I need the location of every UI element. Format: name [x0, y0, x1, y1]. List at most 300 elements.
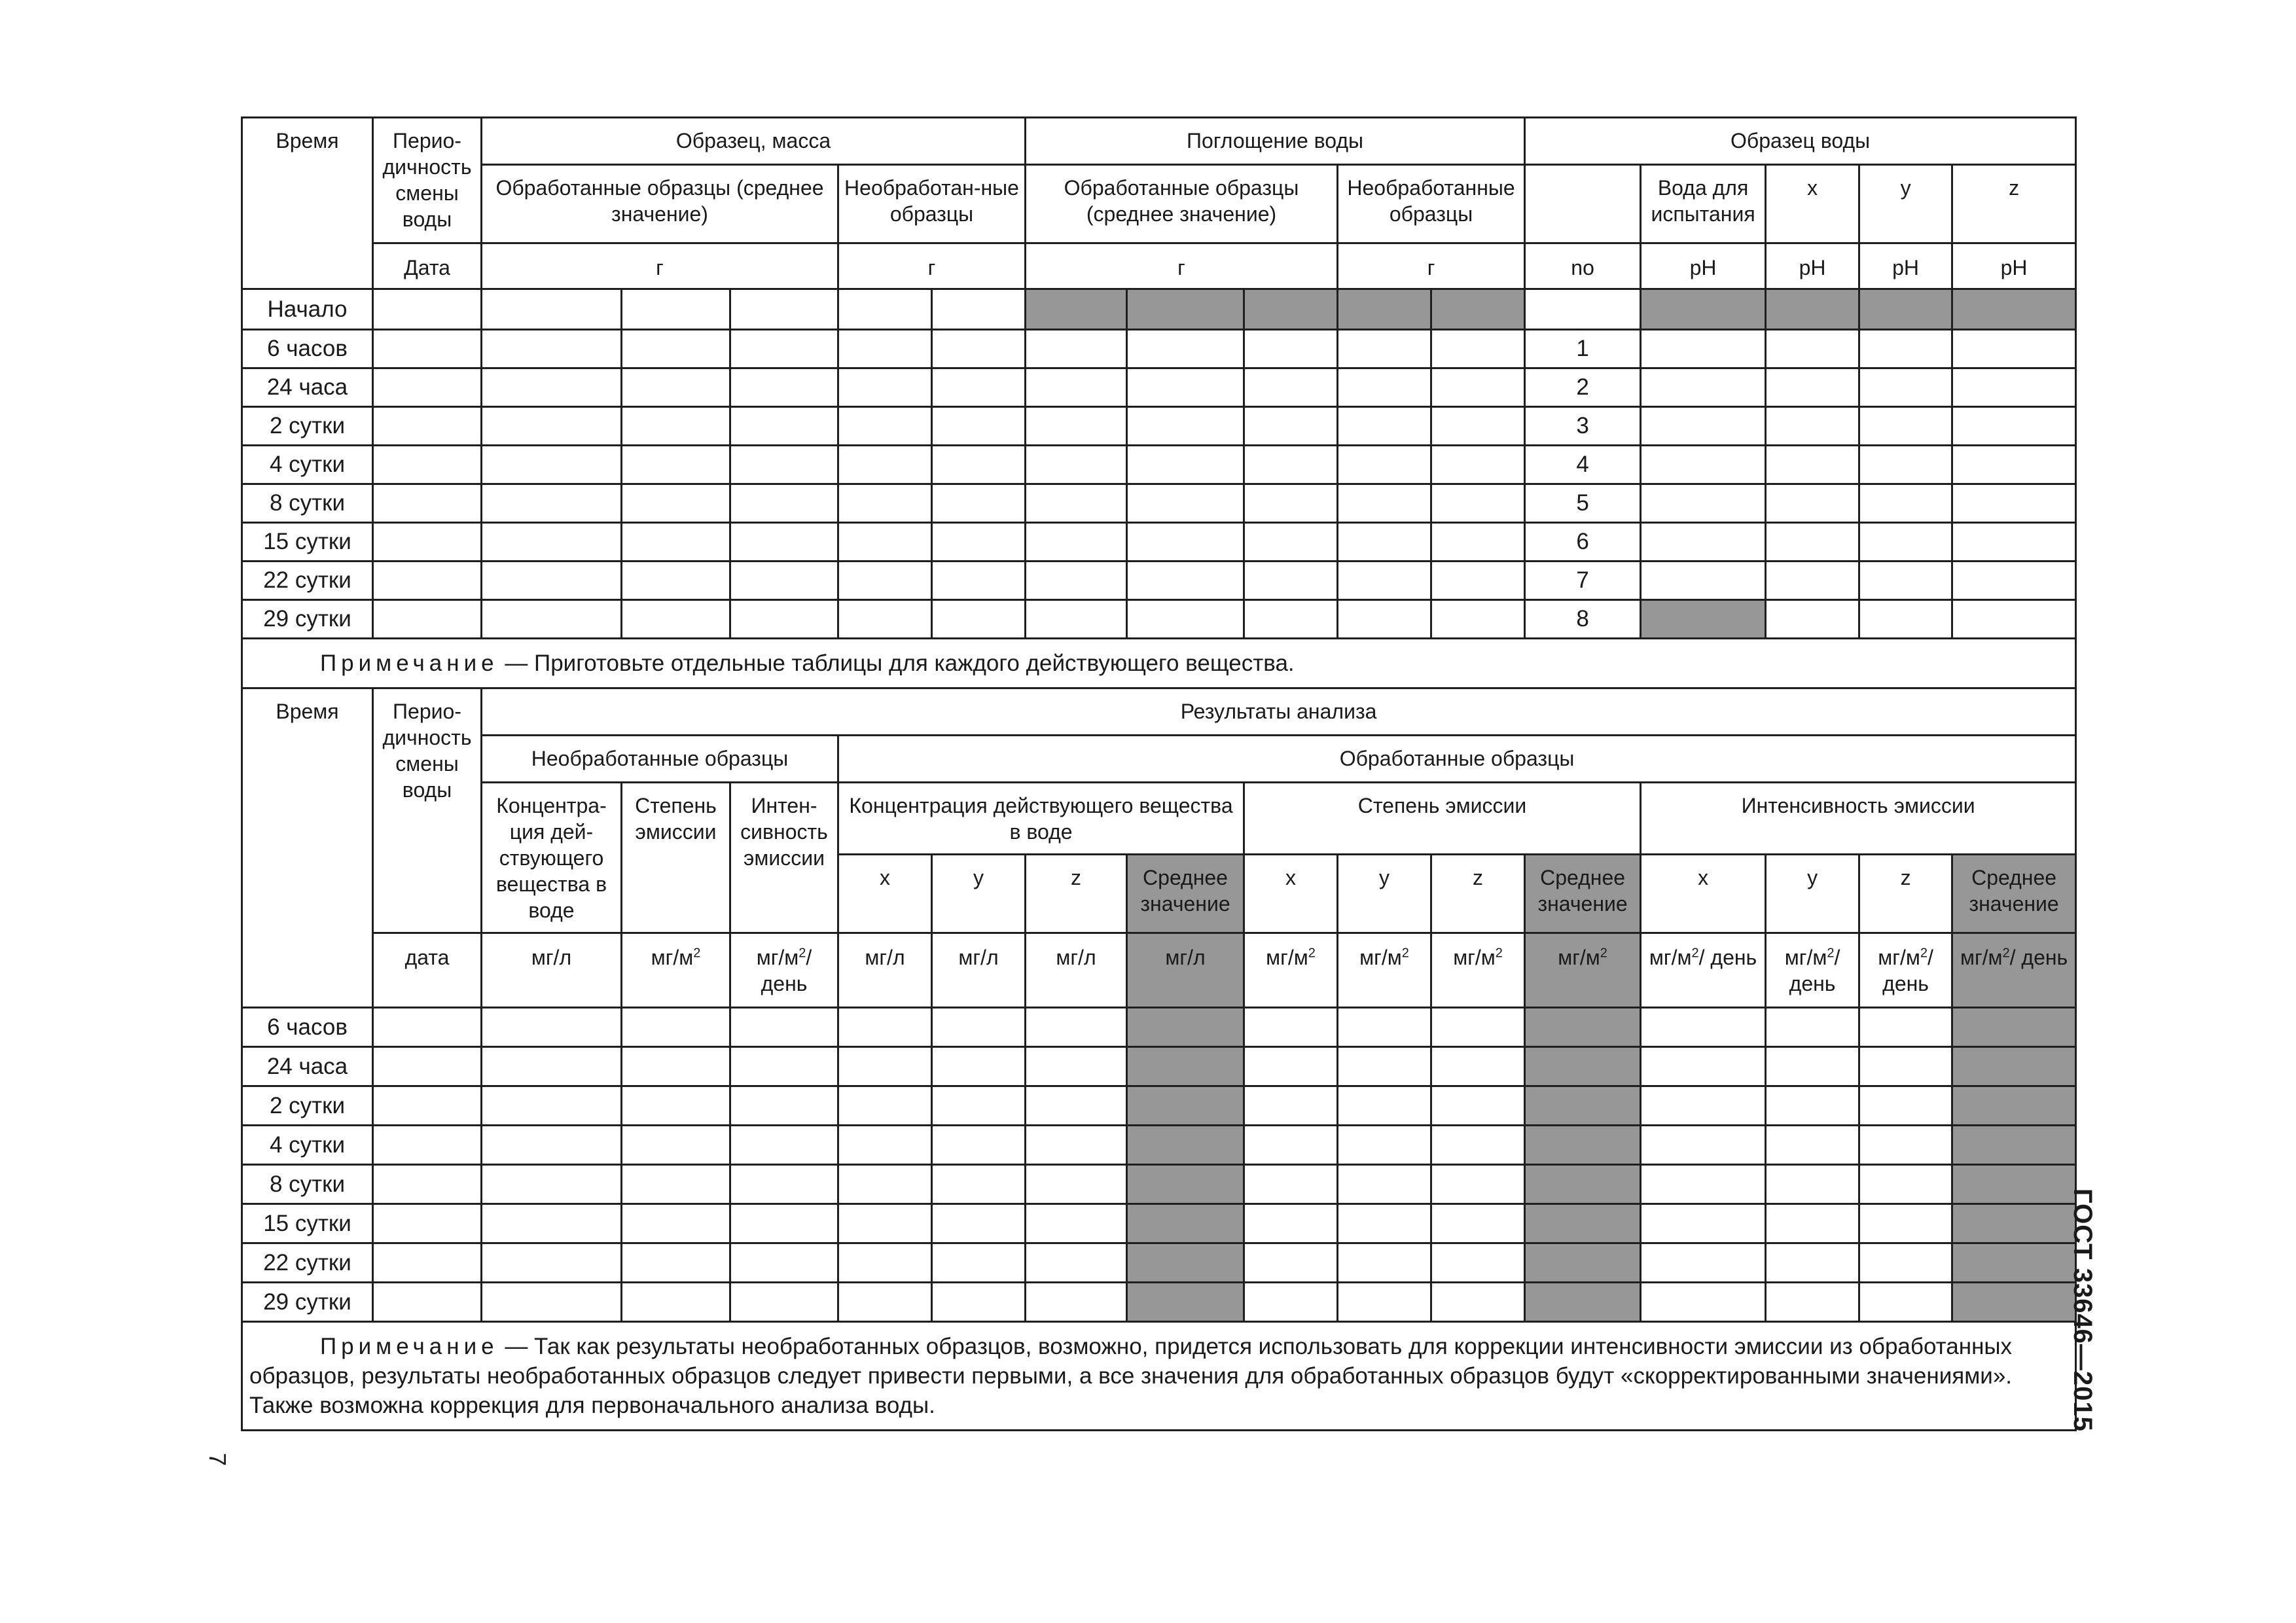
t2-cell	[1338, 1008, 1431, 1047]
t1-row	[242, 562, 2076, 600]
t2-cell	[838, 1047, 932, 1086]
t2-cell	[1127, 1047, 1244, 1086]
t2-emission-intensity-untreated-header: Интен-сивность эмиссии	[730, 783, 838, 933]
t2-cell	[373, 1165, 482, 1204]
t2-cell	[1244, 1126, 1338, 1165]
t1-cell	[838, 562, 932, 600]
t2-cell	[1641, 1126, 1766, 1165]
t2-conc-average: Среднее значение	[1127, 855, 1244, 933]
t2-cell	[482, 1243, 622, 1283]
t1-row-number: 7	[1525, 562, 1641, 600]
t2-cell	[1859, 1165, 1952, 1204]
t2-cell	[1859, 1204, 1952, 1243]
t1-unit-ph-1: pH	[1641, 243, 1766, 289]
t2-unit-mgm2day-x: $мг/м^2/$ день	[1641, 933, 1766, 1008]
t1-body	[242, 289, 2076, 639]
t2-cell	[932, 1204, 1026, 1243]
t2-cell	[482, 1204, 622, 1243]
t2-row	[242, 1126, 2076, 1165]
t2-unit-mgm2-x: $мг/м^2$	[1244, 933, 1338, 1008]
t1-cell	[373, 407, 482, 446]
t1-cell	[373, 562, 482, 600]
t2-cell	[1431, 1008, 1525, 1047]
t2-cell	[1525, 1243, 1641, 1283]
t1-unit-ph-4: pH	[1952, 243, 2076, 289]
t2-cell	[838, 1086, 932, 1126]
t1-cell	[622, 600, 730, 639]
t1-cell	[932, 368, 1026, 407]
t1-cell	[1026, 523, 1127, 562]
t1-cell	[1859, 484, 1952, 523]
t2-cell	[730, 1283, 838, 1322]
t1-cell	[373, 600, 482, 639]
t1-cell	[1244, 330, 1338, 368]
t2-unit-mgl-y: мг/л	[932, 933, 1026, 1008]
t1-cell	[1026, 446, 1127, 484]
t2-cell	[1431, 1165, 1525, 1204]
t2-cell	[932, 1008, 1026, 1047]
t1-cell	[1952, 600, 2076, 639]
t1-cell	[622, 523, 730, 562]
t2-cell	[1952, 1008, 2076, 1047]
t1-cell	[730, 289, 838, 330]
t1-date-unit: Дата	[373, 243, 482, 289]
t2-cell	[1127, 1086, 1244, 1126]
t2-cell	[838, 1126, 932, 1165]
t2-row	[242, 1047, 2076, 1086]
t2-cell	[1127, 1204, 1244, 1243]
t1-cell	[1026, 368, 1127, 407]
t2-cell	[373, 1008, 482, 1047]
t1-cell	[1952, 330, 2076, 368]
t1-row-label: 22 сутки	[242, 562, 373, 600]
t1-row-label: 4 сутки	[242, 446, 373, 484]
t2-emission-degree-header: Степень эмиссии	[1244, 783, 1641, 855]
t2-results-header: Результаты анализа	[482, 688, 2076, 736]
t1-note-text: — Приготовьте отдельные таблицы для каждого действующего вещества.	[498, 651, 1295, 676]
t1-cell	[932, 289, 1026, 330]
t1-cell	[932, 600, 1026, 639]
t1-cell	[1859, 562, 1952, 600]
t2-cell	[1338, 1086, 1431, 1126]
t1-row-number: 1	[1525, 330, 1641, 368]
t1-cell	[1641, 446, 1766, 484]
t2-cell	[1766, 1204, 1859, 1243]
t2-cell	[1952, 1165, 2076, 1204]
t2-cell	[1338, 1243, 1431, 1283]
t1-row-number: 3	[1525, 407, 1641, 446]
t2-cell	[1026, 1283, 1127, 1322]
t2-cell	[1244, 1165, 1338, 1204]
t2-cell	[1525, 1047, 1641, 1086]
t2-cell	[838, 1243, 932, 1283]
t1-cell	[730, 523, 838, 562]
t2-cell	[1766, 1047, 1859, 1086]
t2-cell	[1766, 1126, 1859, 1165]
t2-emission-intensity-header: Интенсивность эмиссии	[1641, 783, 2076, 855]
t1-cell	[1338, 368, 1431, 407]
t1-cell	[1127, 407, 1244, 446]
t2-cell	[1431, 1126, 1525, 1165]
t1-cell	[1431, 484, 1525, 523]
t2-cell	[838, 1165, 932, 1204]
t1-cell	[622, 562, 730, 600]
t2-row-label: 24 часа	[242, 1047, 373, 1086]
t1-row-label: 15 сутки	[242, 523, 373, 562]
t2-int-z: z	[1859, 855, 1952, 933]
t1-cell	[482, 600, 622, 639]
t1-cell	[1244, 289, 1338, 330]
t2-cell	[932, 1243, 1026, 1283]
t1-unit-g-4: г	[1338, 243, 1525, 289]
t1-treated-avg2-header: Обработанные образцы (среднее значение)	[1026, 165, 1338, 243]
t2-cell	[932, 1283, 1026, 1322]
t1-cell	[1431, 407, 1525, 446]
t2-cell	[1244, 1283, 1338, 1322]
t1-row-number	[1525, 289, 1641, 330]
t2-conc-untreated-header: Концентра-ция дей-ствующего вещества в воде	[482, 783, 622, 933]
t1-row-label: 2 сутки	[242, 407, 373, 446]
t2-cell	[932, 1047, 1026, 1086]
t1-cell	[1127, 446, 1244, 484]
t1-row-number: 4	[1525, 446, 1641, 484]
t1-cell	[1026, 330, 1127, 368]
t2-row	[242, 1086, 2076, 1126]
t2-periodicity-header: Перио-дичность смены воды	[373, 688, 482, 933]
t2-cell	[1859, 1283, 1952, 1322]
t1-cell	[482, 368, 622, 407]
t1-cell	[1244, 368, 1338, 407]
t1-test-water-header: Вода для испытания	[1641, 165, 1766, 243]
t2-unit-mgl-1: мг/л	[482, 933, 622, 1008]
page-number: 7	[204, 1452, 231, 1467]
t2-int-average: Среднее значение	[1952, 855, 2076, 933]
t2-cell	[1127, 1165, 1244, 1204]
t1-cell	[1431, 600, 1525, 639]
t1-cell	[1859, 368, 1952, 407]
t1-cell	[1244, 446, 1338, 484]
t2-cell	[1766, 1086, 1859, 1126]
t1-cell	[622, 330, 730, 368]
t1-row	[242, 368, 2076, 407]
t2-cell	[482, 1086, 622, 1126]
t2-cell	[1641, 1165, 1766, 1204]
t2-cell	[1859, 1126, 1952, 1165]
t2-cell	[1766, 1008, 1859, 1047]
t1-cell	[482, 330, 622, 368]
t1-cell	[482, 523, 622, 562]
t1-cell	[838, 600, 932, 639]
t2-cell	[1766, 1165, 1859, 1204]
t2-cell	[1952, 1086, 2076, 1126]
t2-cell	[1952, 1204, 2076, 1243]
t1-cell	[1766, 368, 1859, 407]
t1-cell	[482, 562, 622, 600]
t1-cell	[482, 407, 622, 446]
t1-untreated2-header: Необработанные образцы	[1338, 165, 1525, 243]
t1-cell	[1127, 484, 1244, 523]
t2-cell	[1859, 1086, 1952, 1126]
t1-cell	[1431, 368, 1525, 407]
t2-cell	[373, 1204, 482, 1243]
t1-row	[242, 289, 2076, 330]
t1-cell	[1859, 330, 1952, 368]
t2-row	[242, 1008, 2076, 1047]
t1-cell	[838, 523, 932, 562]
t2-cell	[622, 1008, 730, 1047]
t2-row-label: 29 сутки	[242, 1283, 373, 1322]
t1-cell	[838, 484, 932, 523]
t2-cell	[482, 1008, 622, 1047]
t2-conc-x: x	[838, 855, 932, 933]
t1-cell	[1952, 562, 2076, 600]
t1-row	[242, 600, 2076, 639]
t2-cell	[1641, 1243, 1766, 1283]
t2-row-label: 4 сутки	[242, 1126, 373, 1165]
t2-cell	[1244, 1204, 1338, 1243]
t2-row	[242, 1283, 2076, 1322]
t1-sample-mass-header: Образец, масса	[482, 118, 1026, 165]
t1-cell	[1026, 562, 1127, 600]
t1-cell	[1641, 368, 1766, 407]
t2-cell	[1026, 1165, 1127, 1204]
t1-cell	[1766, 289, 1859, 330]
t2-cell	[1127, 1008, 1244, 1047]
t1-cell	[730, 562, 838, 600]
t1-cell	[1859, 446, 1952, 484]
t2-cell	[1525, 1283, 1641, 1322]
t1-cell	[1641, 600, 1766, 639]
t1-cell	[1766, 562, 1859, 600]
t2-row-label: 6 часов	[242, 1008, 373, 1047]
t2-int-x: x	[1641, 855, 1766, 933]
t1-cell	[1338, 484, 1431, 523]
t2-cell	[1244, 1243, 1338, 1283]
t2-treated-header: Обработанные образцы	[838, 736, 2076, 783]
t1-cell	[1244, 562, 1338, 600]
t1-row	[242, 484, 2076, 523]
t1-cell	[622, 289, 730, 330]
t2-cell	[1127, 1126, 1244, 1165]
t1-cell	[1026, 484, 1127, 523]
t1-row-label: 24 часа	[242, 368, 373, 407]
t2-cell	[730, 1204, 838, 1243]
t1-cell	[1641, 330, 1766, 368]
t1-cell	[932, 484, 1026, 523]
t1-cell	[482, 289, 622, 330]
t1-cell	[1952, 446, 2076, 484]
t1-cell	[1338, 407, 1431, 446]
t2-cell	[622, 1283, 730, 1322]
data-table	[241, 116, 2077, 1431]
t1-cell	[932, 330, 1026, 368]
t1-cell	[1641, 562, 1766, 600]
t1-cell	[622, 407, 730, 446]
t2-cell	[1431, 1086, 1525, 1126]
t1-cell	[1641, 289, 1766, 330]
t2-row	[242, 1204, 2076, 1243]
t1-cell	[1244, 484, 1338, 523]
t2-emission-degree-untreated-header: Степень эмиссии	[622, 783, 730, 933]
t2-cell	[1859, 1243, 1952, 1283]
t1-cell	[1026, 289, 1127, 330]
t1-cell	[1766, 523, 1859, 562]
t2-cell	[730, 1165, 838, 1204]
t1-water-absorption-header: Поглощение воды	[1026, 118, 1525, 165]
t1-cell	[1952, 368, 2076, 407]
t2-int-y: y	[1766, 855, 1859, 933]
t2-row	[242, 1165, 2076, 1204]
t2-cell	[1431, 1204, 1525, 1243]
t2-unit-mgm2day-avg: $мг/м^2/$ день	[1952, 933, 2076, 1008]
t2-unit-mgm2-1: $мг/м^2$	[622, 933, 730, 1008]
t2-row-label: 22 сутки	[242, 1243, 373, 1283]
t2-cell	[1026, 1243, 1127, 1283]
t1-cell	[1859, 407, 1952, 446]
t1-time-header: Время	[242, 118, 373, 289]
t1-unit-no: no	[1525, 243, 1641, 289]
t1-cell	[1641, 484, 1766, 523]
t2-cell	[1127, 1283, 1244, 1322]
t2-cell	[1525, 1126, 1641, 1165]
t2-cell	[1244, 1047, 1338, 1086]
t1-unit-g-1: г	[482, 243, 838, 289]
t2-note	[242, 1322, 2076, 1431]
t2-cell	[838, 1008, 932, 1047]
t2-date-unit: дата	[373, 933, 482, 1008]
document-code: ГОСТ 33646—2015	[2068, 1188, 2097, 1432]
t2-unit-mgm2day-z: $мг/м^2/$ день	[1859, 933, 1952, 1008]
t1-cell	[730, 407, 838, 446]
t1-cell	[1338, 289, 1431, 330]
t2-cell	[622, 1204, 730, 1243]
t1-cell	[373, 368, 482, 407]
t2-cell	[622, 1126, 730, 1165]
t2-cell	[1127, 1243, 1244, 1283]
t1-row	[242, 523, 2076, 562]
t2-cell	[838, 1283, 932, 1322]
t2-cell	[730, 1008, 838, 1047]
t2-cell	[1338, 1047, 1431, 1086]
t1-cell	[622, 368, 730, 407]
t2-unit-mgl-avg: мг/л	[1127, 933, 1244, 1008]
t2-cell	[1525, 1165, 1641, 1204]
t2-cell	[373, 1243, 482, 1283]
t2-cell	[1525, 1008, 1641, 1047]
t1-cell	[1026, 407, 1127, 446]
t1-row	[242, 330, 2076, 368]
t1-cell	[838, 330, 932, 368]
t2-cell	[1952, 1126, 2076, 1165]
t1-cell	[1641, 523, 1766, 562]
t1-cell	[1641, 407, 1766, 446]
t1-cell	[1127, 562, 1244, 600]
t2-cell	[1338, 1204, 1431, 1243]
t1-cell	[1338, 523, 1431, 562]
t2-cell	[1952, 1047, 2076, 1086]
t1-cell	[1431, 446, 1525, 484]
t1-row-number: 6	[1525, 523, 1641, 562]
t2-note-text: — Так как результаты необработанных образцов, возможно, придется использовать для коррекции интенсивности эмиссии из обработанных образцов, результаты необработанных образцов следует привести первыми, а все значения для обработанных образцов будут «скорректированными значениями». Также возможна коррекция для первоначального анализа воды.	[249, 1334, 2013, 1418]
t2-cell	[1641, 1047, 1766, 1086]
t1-unit-ph-3: pH	[1859, 243, 1952, 289]
t2-unit-mgl-z: мг/л	[1026, 933, 1127, 1008]
t2-cell	[1766, 1283, 1859, 1322]
t2-cell	[1641, 1008, 1766, 1047]
t1-cell	[1127, 330, 1244, 368]
t1-cell	[1431, 523, 1525, 562]
t2-unit-mgm2day-y: $мг/м^2/$ день	[1766, 933, 1859, 1008]
t2-note-label: Примечание	[320, 1334, 499, 1359]
t1-cell	[1338, 446, 1431, 484]
t1-note-label: Примечание	[320, 651, 499, 676]
t1-cell	[838, 407, 932, 446]
t1-cell	[1244, 523, 1338, 562]
t2-cell	[1859, 1008, 1952, 1047]
t1-row-label: 6 часов	[242, 330, 373, 368]
t1-cell	[730, 368, 838, 407]
t2-cell	[373, 1283, 482, 1322]
t1-row-label: 29 сутки	[242, 600, 373, 639]
t2-cell	[1026, 1126, 1127, 1165]
t2-deg-x: x	[1244, 855, 1338, 933]
t1-row-label: Начало	[242, 289, 373, 330]
t1-x-header: x	[1766, 165, 1859, 243]
t1-treated-avg-header: Обработанные образцы (среднее значение)	[482, 165, 838, 243]
t1-cell	[1952, 289, 2076, 330]
t1-periodicity-header: Перио-дичность смены воды	[373, 118, 482, 243]
t1-cell	[730, 330, 838, 368]
t1-cell	[1952, 523, 2076, 562]
t1-unit-g-2: г	[838, 243, 1026, 289]
t2-cell	[373, 1126, 482, 1165]
t1-cell	[1244, 407, 1338, 446]
t2-cell	[1431, 1243, 1525, 1283]
t1-cell	[1431, 289, 1525, 330]
t1-cell	[1431, 330, 1525, 368]
t2-cell	[838, 1204, 932, 1243]
t1-cell	[1859, 289, 1952, 330]
t2-cell	[1952, 1283, 2076, 1322]
t2-cell	[1525, 1086, 1641, 1126]
t2-cell	[1026, 1047, 1127, 1086]
t1-row-number: 5	[1525, 484, 1641, 523]
t2-cell	[1766, 1243, 1859, 1283]
t1-cell	[838, 368, 932, 407]
t2-cell	[482, 1283, 622, 1322]
t2-conc-y: y	[932, 855, 1026, 933]
t2-row-label: 15 сутки	[242, 1204, 373, 1243]
t2-deg-z: z	[1431, 855, 1525, 933]
t1-cell	[373, 484, 482, 523]
t2-cell	[1338, 1165, 1431, 1204]
t2-cell	[730, 1047, 838, 1086]
t1-cell	[482, 446, 622, 484]
t1-unit-g-3: г	[1026, 243, 1338, 289]
t2-row-label: 8 сутки	[242, 1165, 373, 1204]
t2-cell	[1641, 1283, 1766, 1322]
t1-cell	[932, 523, 1026, 562]
t1-cell	[373, 523, 482, 562]
t1-cell	[730, 600, 838, 639]
t2-cell	[932, 1086, 1026, 1126]
t1-cell	[1431, 562, 1525, 600]
t1-cell	[1127, 368, 1244, 407]
t1-cell	[1127, 600, 1244, 639]
t1-cell	[1859, 600, 1952, 639]
t1-cell	[1766, 446, 1859, 484]
t2-cell	[1026, 1008, 1127, 1047]
